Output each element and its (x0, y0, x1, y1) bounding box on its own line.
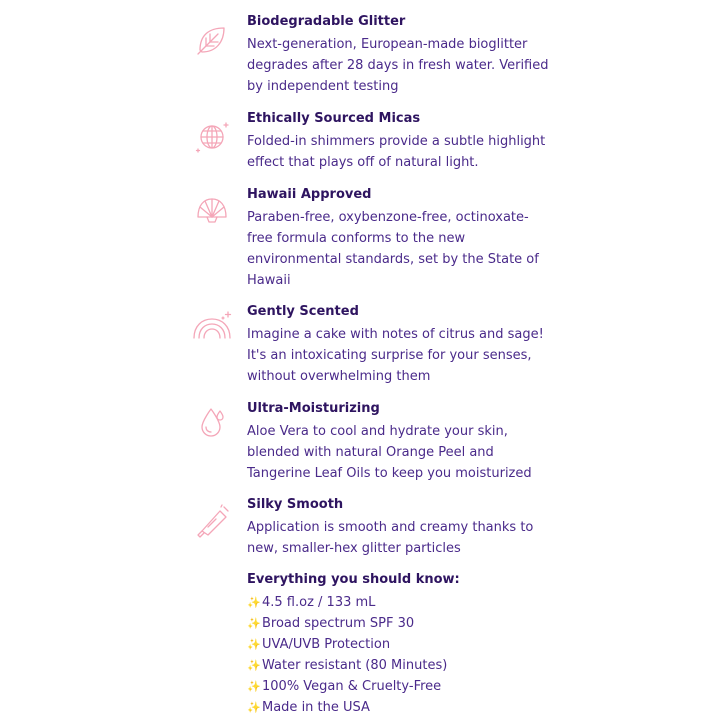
sparkle-icon: ✨ (247, 680, 261, 693)
feature-description (247, 131, 547, 173)
sparkle-icon: ✨ (247, 659, 261, 672)
rainbow-icon (190, 308, 234, 348)
disco-ball-icon (190, 117, 234, 157)
spec-text: Water resistant (80 Minutes) (262, 658, 448, 673)
list-item (247, 613, 460, 634)
spec-text: Made in the USA (262, 700, 370, 715)
spec-text: UVA/UVB Protection (262, 637, 391, 652)
feature-title: Ethically Sourced Micas (247, 111, 421, 126)
tube-icon (190, 501, 234, 541)
spec-text: 4.5 fl.oz / 133 mL (262, 595, 376, 610)
feature-description (247, 517, 547, 559)
desc-line: degrades after 28 days in fresh water. Verified (247, 58, 549, 73)
feature-description (247, 421, 547, 484)
specs-list (247, 592, 460, 718)
feature-description (247, 34, 547, 97)
desc-line: new, smaller-hex glitter particles (247, 541, 461, 556)
spec-text: Broad spectrum SPF 30 (262, 616, 415, 631)
desc-line: Aloe Vera to cool and hydrate your skin, (247, 424, 508, 439)
feature-title: Gently Scented (247, 304, 359, 319)
feature-title: Biodegradable Glitter (247, 14, 406, 29)
leaf-icon (190, 20, 234, 60)
specs-section (247, 572, 460, 718)
list-item (247, 634, 460, 655)
list-item (247, 655, 460, 676)
desc-line: free formula conforms to the new (247, 231, 466, 246)
sparkle-icon: ✨ (247, 596, 261, 609)
desc-line: Folded-in shimmers provide a subtle highlight (247, 134, 546, 149)
desc-line: Next-generation, European-made bioglitter (247, 37, 528, 52)
desc-line: Application is smooth and creamy thanks to (247, 520, 534, 535)
seashell-icon (190, 191, 234, 231)
feature-description (247, 324, 547, 387)
feature-title: Silky Smooth (247, 497, 344, 512)
desc-line: Tangerine Leaf Oils to keep you moisturized (247, 466, 532, 481)
desc-line: environmental standards, set by the State of (247, 252, 539, 267)
desc-line: Hawaii (247, 273, 291, 288)
sparkle-icon: ✨ (247, 617, 261, 630)
desc-line: Paraben-free, oxybenzone-free, octinoxate- (247, 210, 529, 225)
list-item (247, 697, 460, 718)
water-drop-icon (190, 403, 234, 443)
feature-description (247, 207, 547, 291)
feature-title: Ultra-Moisturizing (247, 401, 380, 416)
feature-title: Hawaii Approved (247, 187, 372, 202)
sparkle-icon: ✨ (247, 638, 261, 651)
sparkle-icon: ✨ (247, 701, 261, 714)
desc-line: It's an intoxicating surprise for your senses, (247, 348, 532, 363)
specs-title: Everything you should know: (247, 572, 460, 587)
list-item (247, 592, 460, 613)
list-item (247, 676, 460, 697)
desc-line: Imagine a cake with notes of citrus and sage! (247, 327, 544, 342)
spec-text: 100% Vegan & Cruelty-Free (262, 679, 442, 694)
desc-line: blended with natural Orange Peel and (247, 445, 494, 460)
desc-line: effect that plays off of natural light. (247, 155, 479, 170)
desc-line: by independent testing (247, 79, 399, 94)
desc-line: without overwhelming them (247, 369, 431, 384)
